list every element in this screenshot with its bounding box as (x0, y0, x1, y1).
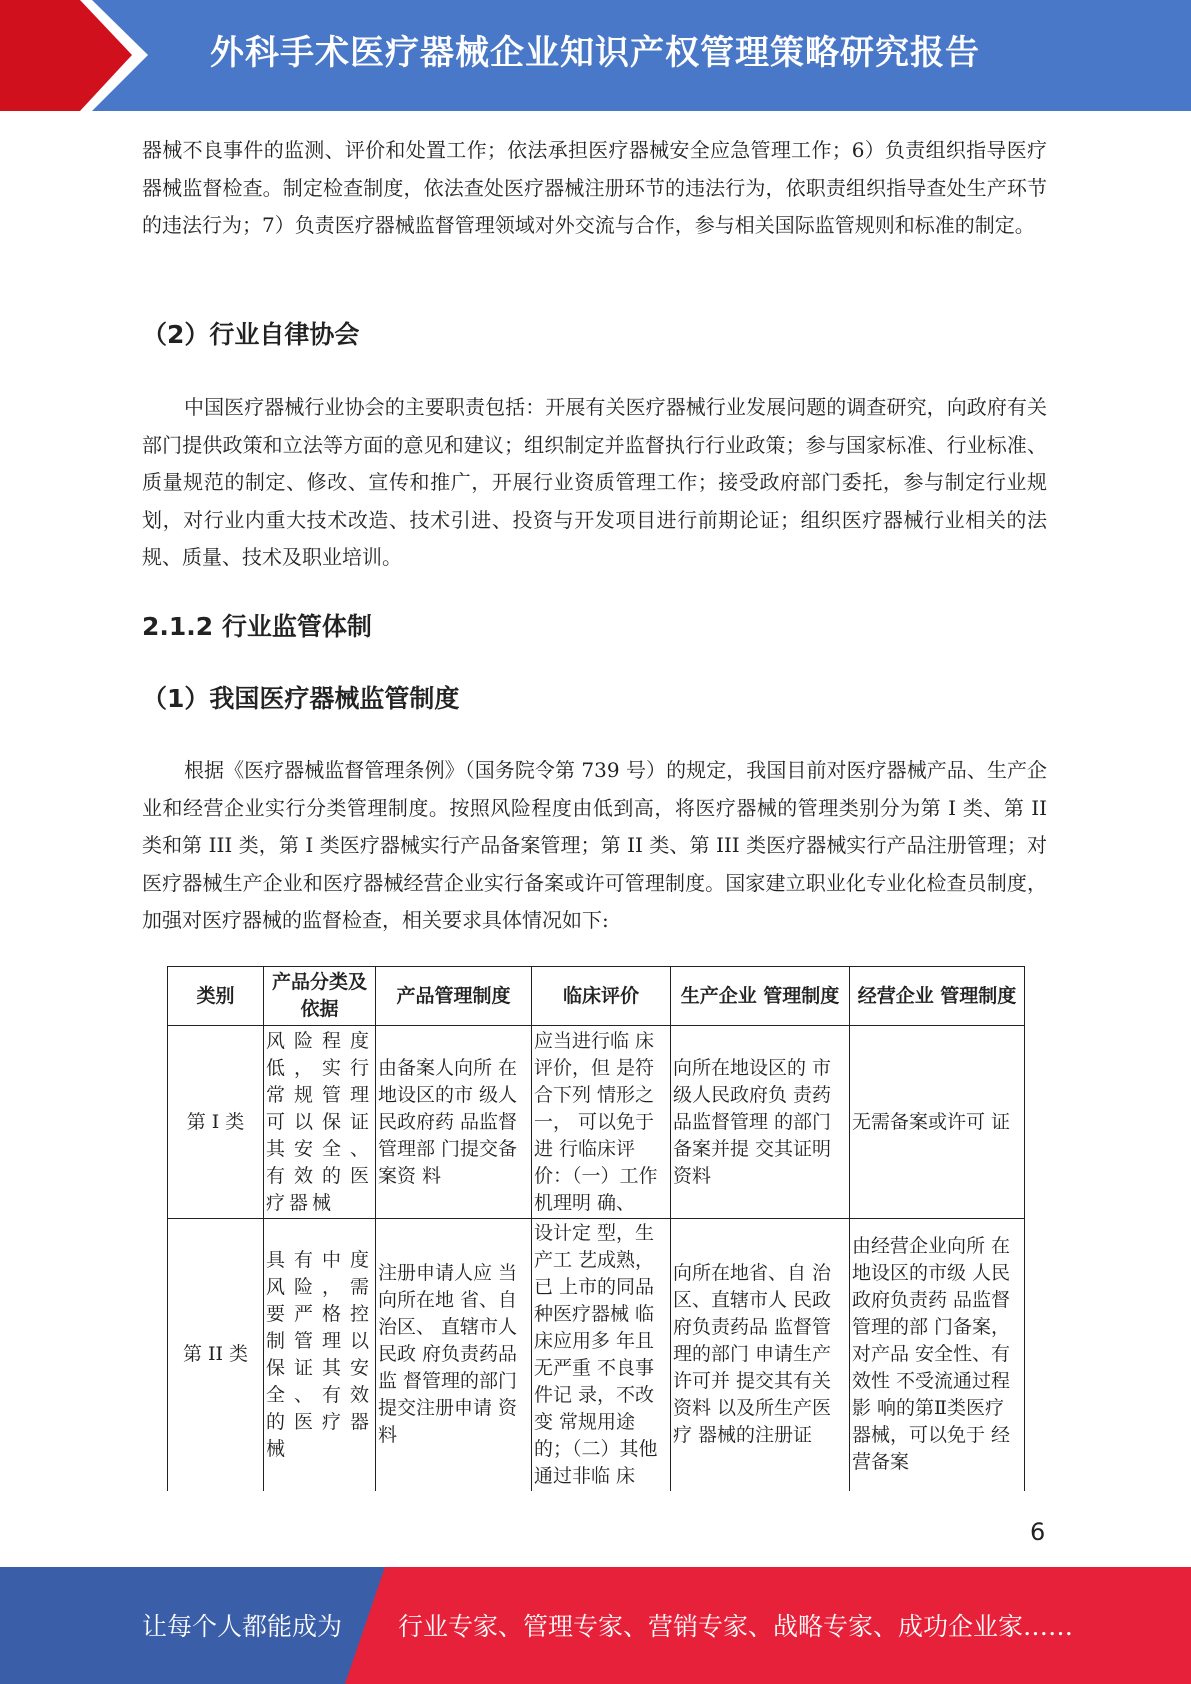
table-row (168, 1026, 1025, 1219)
table-cell-clinical-evaluation: 应当进行临 床评价，但 是符合下列 情形之一， 可以免于进 行临床评价：（一）工作机理明 确、 (532, 1026, 671, 1219)
intro-paragraph-block (142, 132, 1047, 245)
table-cell-product-management: 注册申请人应 当向所在地 省、自治区、 直辖市人民政 府负责药品监 督管理的部门提交注册申请 资料 (376, 1219, 532, 1491)
section-heading-industry-association: （2）行业自律协会 (142, 320, 360, 349)
table-cell-business-management: 无需备案或许可 证 (850, 1026, 1025, 1219)
page-header (0, 0, 1191, 111)
footer-slogan-right: 行业专家、管理专家、营销专家、战略专家、成功企业家…… (398, 1612, 1074, 1641)
table-cell-clinical-evaluation: 设计定 型，生产工 艺成熟，已 上市的同品种医疗器械 临床应用多 年且无严重 不良事件记 录，不改变 常规用途的；（二）其他通过非临 床 (532, 1219, 671, 1491)
footer-slogan-left: 让每个人都能成为 (142, 1612, 343, 1641)
report-title: 外科手术医疗器械企业知识产权管理策略研究报告 (210, 33, 980, 73)
header-red-arrow-shape (0, 0, 150, 111)
regulation-table-wrapper (167, 966, 1024, 1491)
china-regulation-block (142, 752, 1047, 940)
table-cell-category: 第 I 类 (168, 1026, 264, 1219)
table-row (168, 1219, 1025, 1491)
table-cell-product-management: 由备案人向所 在地设区的市 级人民政府药 品监督管理部 门提交备案资 料 (376, 1026, 532, 1219)
table-header-cell: 类别 (168, 967, 264, 1026)
table-cell-classification: 具有中度风险，需要严格控制管理以保证其安全、有效的医疗器械 (264, 1219, 376, 1491)
intro-paragraph: 器械不良事件的监测、评价和处置工作；依法承担医疗器械安全应急管理工作；6）负责组织指导医疗器械监督检查。制定检查制度，依法查处医疗器械注册环节的违法行为，依职责组织指导查处生产环节的违法行为；7）负责医疗器械监督管理领域对外交流与合作，参与相关国际监管规则和标准的制定。 (142, 138, 1047, 237)
section-heading-china-regulation: （1）我国医疗器械监管制度 (142, 684, 460, 713)
industry-association-paragraph: 中国医疗器械行业协会的主要职责包括：开展有关医疗器械行业发展问题的调查研究，向政府有关部门提供政策和立法等方面的意见和建议；组织制定并监督执行行业政策；参与国家标准、行业标准、质量规范的制定、修改、宣传和推广，开展行业资质管理工作；接受政府部门委托，参与制定行业规划，对行业内重大技术改造、技术引进、投资与开发项目进行前期论证；组织医疗器械行业相关的法规、质量、技术及职业培训。 (142, 395, 1047, 569)
table-cell-production-management: 向所在地设区的 市级人民政府负 责药品监督管理 的部门备案并提 交其证明资料 (671, 1026, 850, 1219)
industry-association-block (142, 389, 1047, 577)
page-footer (0, 1567, 1191, 1684)
table-header-cell: 产品分类及依据 (264, 967, 376, 1026)
table-header-cell: 经营企业 管理制度 (850, 967, 1025, 1026)
section-heading-regulatory-system: 2.1.2 行业监管体制 (142, 612, 372, 641)
table-cell-category: 第 II 类 (168, 1219, 264, 1491)
table-cell-classification: 风险程度低，实行常规管理可以保证其安全、有效的医疗器械 (264, 1026, 376, 1219)
table-header-cell: 生产企业 管理制度 (671, 967, 850, 1026)
table-header-cell: 产品管理制度 (376, 967, 532, 1026)
table-header-row (168, 967, 1025, 1026)
regulation-table (167, 966, 1025, 1491)
table-cell-business-management: 由经营企业向所 在地设区的市级 人民政府负责药 品监督管理的部 门备案，对产品 安全性、有效性 不受流通过程影 响的第Ⅱ类医疗器械，可以免于 经营备案 (850, 1219, 1025, 1491)
table-header-cell: 临床评价 (532, 967, 671, 1026)
table-cell-production-management: 向所在地省、自 治区、直辖市人 民政府负责药品 监督管理的部门 申请生产许可并 提交其有关资料 以及所生产医疗 器械的注册证 (671, 1219, 850, 1491)
china-regulation-paragraph: 根据《医疗器械监督管理条例》（国务院令第 739 号）的规定，我国目前对医疗器械产品、生产企业和经营企业实行分类管理制度。按照风险程度由低到高，将医疗器械的管理类别分为第 I 类、第 II 类和第 III 类，第 I 类医疗器械实行产品备案管理；第 II 类、第 III 类医疗器械实行产品注册管理；对医疗器械生产企业和医疗器械经营企业实行备案或许可管理制度。国家建立职业化专业化检查员制度，加强对医疗器械的监督检查，相关要求具体情况如下: (142, 758, 1047, 932)
page-number: 6 (1030, 1518, 1046, 1546)
